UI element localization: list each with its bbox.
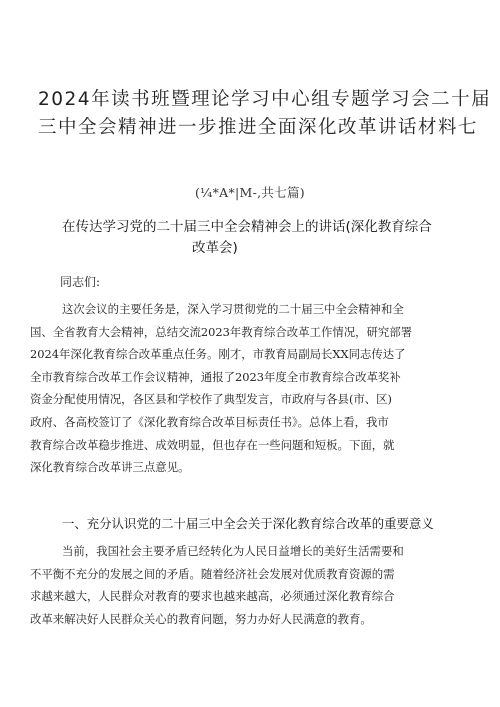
document-title bbox=[38, 86, 492, 142]
document-title-line-1: 2024年读书班暨理论学习中心组专题学习会二十届 bbox=[38, 89, 492, 110]
paragraph-line: 这次会议的主要任务是，深入学习贯彻党的二十届三中全会精神和全 bbox=[62, 302, 404, 316]
paragraph-line: 不平衡不充分的发展之间的矛盾。随着经济社会发展对优质教育资源的需 bbox=[30, 566, 395, 581]
paragraph-intro bbox=[30, 298, 476, 479]
document-title-line-2: 三中全会精神进一步推进全面深化改革讲话材料七 bbox=[38, 117, 479, 138]
paragraph-line: 改革来解决好人民群众关心的教育问题，努力办好人民满意的教育。 bbox=[30, 611, 372, 626]
paragraph-line: 2024年深化教育综合改革重点任务。刚才，市教育局副局长XX同志传达了 bbox=[30, 347, 406, 362]
paragraph-line: 国、全省教育大会精神，总结交流2023年教育综合改革工作情况，研究部署 bbox=[30, 324, 413, 339]
paragraph-line: 深化教育综合改革讲三点意见。 bbox=[30, 460, 190, 475]
section-heading-1: 一、充分认识党的二十届三中全会关于深化教育综合改革的重要意义 bbox=[62, 516, 434, 531]
paragraph-line: 教育综合改革稳步推进、成效明显，但也存在一些问题和短板。下面，就 bbox=[30, 437, 395, 452]
paragraph-line: 求越来越大，人民群众对教育的要求也越来越高，必须通过深化教育综合 bbox=[30, 589, 395, 604]
speech-title bbox=[62, 217, 482, 259]
paragraph-line: 当前，我国社会主要矛盾已经转化为人民日益增长的美好生活需要和 bbox=[62, 544, 404, 558]
paragraph-line: 政府、各高校签订了《深化教育综合改革目标责任书》。总体上看，我市 bbox=[30, 414, 389, 429]
speech-title-line-2: 改革会) bbox=[192, 240, 238, 256]
document-subtitle: (¼*A*|M-,共七篇) bbox=[194, 185, 305, 200]
paragraph-line: 全市教育综合改革工作会议精神，通报了2023年度全市教育综合改革奖补 bbox=[30, 369, 401, 384]
paragraph-line: 资金分配使用情况，各区县和学校作了典型发言，市政府与各县(市、区) bbox=[30, 392, 392, 407]
paragraph-section-1 bbox=[30, 540, 476, 630]
speech-title-line-1: 在传达学习党的二十届三中全会精神会上的讲话(深化教育综合 bbox=[62, 219, 432, 235]
greeting: 同志们: bbox=[60, 275, 101, 289]
